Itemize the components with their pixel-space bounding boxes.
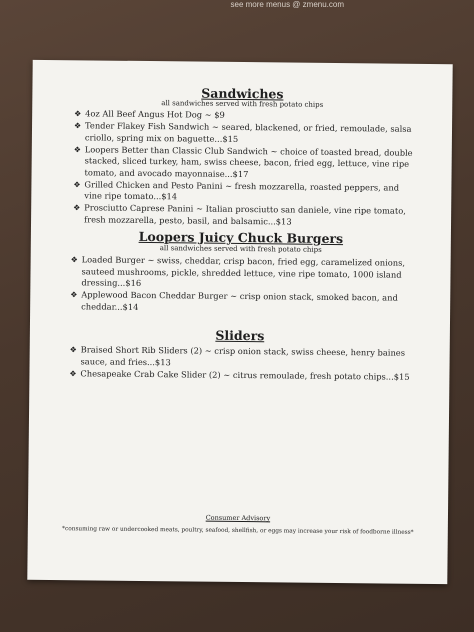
menu-item-line: dressing...$16	[81, 277, 142, 288]
menu-item	[69, 368, 409, 383]
menu-item	[70, 344, 406, 371]
menu-item	[74, 120, 412, 147]
menu-item-line: Applewood Bacon Cheddar Burger ~ crisp onion stack, smoked bacon, and	[81, 289, 398, 303]
watermark: see more menus @ zmenu.com	[230, 0, 344, 9]
menu-item-line: tomato, and avocado mayonnaise...$17	[84, 166, 249, 179]
menu-item-line: Prosciutto Caprese Panini ~ Italian prosciutto san daniele, vine ripe tomato,	[84, 202, 406, 216]
menu-item-line: cheddar...$14	[81, 300, 139, 312]
menu-paper	[27, 60, 452, 584]
menu-item-line: stacked, sliced turkey, ham, swiss cheese, bacon, fried egg, lettuce, vine ripe	[84, 155, 410, 169]
bullet-icon: ❖	[73, 121, 82, 131]
menu-item-line: Tender Flakey Fish Sandwich ~ seared, blackened, or fried, remoulade, salsa	[84, 120, 412, 134]
menu-item	[70, 289, 398, 315]
burgers-subtitle: all sandwiches served with fresh potato chips	[159, 244, 322, 254]
bullet-icon: ❖	[73, 144, 82, 154]
bullet-icon: ❖	[73, 179, 81, 189]
menu-item	[73, 202, 406, 228]
bullet-icon: ❖	[69, 368, 77, 378]
menu-item-line: vine ripe tomato...$14	[84, 190, 178, 202]
menu-item-line: criollo, spring mix on baguette...$15	[84, 131, 239, 144]
menu-item-line: Braised Short Rib Sliders (2) ~ crisp onion stack, swiss cheese, henry baines	[80, 344, 406, 358]
menu-item-line: Loopers Better than Classic Club Sandwich ~ choice of toasted bread, double	[84, 143, 413, 158]
menu-item-line: 4oz All Beef Angus Hot Dog ~ $9	[85, 108, 225, 120]
bullet-icon: ❖	[73, 203, 81, 213]
menu-item-line: Loaded Burger ~ swiss, cheddar, crisp bacon, fried egg, caramelized onions,	[81, 254, 406, 268]
menu-item-line: sauce, and fries...$13	[80, 355, 171, 367]
menu-item	[70, 254, 405, 292]
bullet-icon: ❖	[74, 109, 82, 119]
menu-item-line: Grilled Chicken and Pesto Panini ~ fresh mozzarella, roasted peppers, and	[84, 178, 400, 193]
menu-item	[73, 179, 399, 205]
burgers-heading: Loopers Juicy Chuck Burgers	[138, 228, 344, 247]
sliders-heading: Sliders	[215, 327, 265, 344]
bullet-icon: ❖	[69, 345, 77, 355]
sandwiches-subtitle: all sandwiches served with fresh potato chips	[161, 99, 324, 109]
menu-item	[74, 108, 225, 121]
bullet-icon: ❖	[70, 255, 78, 265]
menu-item-line: sauteed mushrooms, pickle, shredded lettuce, vine ripe tomato, 1000 island	[81, 265, 402, 280]
bullet-icon: ❖	[70, 290, 78, 300]
menu-item-line: fresh mozzarella, pesto, basil, and balsamic...$13	[84, 213, 292, 227]
consumer-advisory-title: Consumer Advisory	[205, 513, 271, 523]
menu-item	[73, 144, 412, 182]
consumer-advisory-text: *consuming raw or undercooked meats, poultry, seafood, shellfish, or eggs may increase your risk of foodborne illness*	[62, 526, 414, 536]
menu-item-line: Chesapeake Crab Cake Slider (2) ~ citrus remoulade, fresh potato chips...$15	[80, 367, 410, 382]
sandwiches-heading: Sandwiches	[201, 85, 284, 102]
